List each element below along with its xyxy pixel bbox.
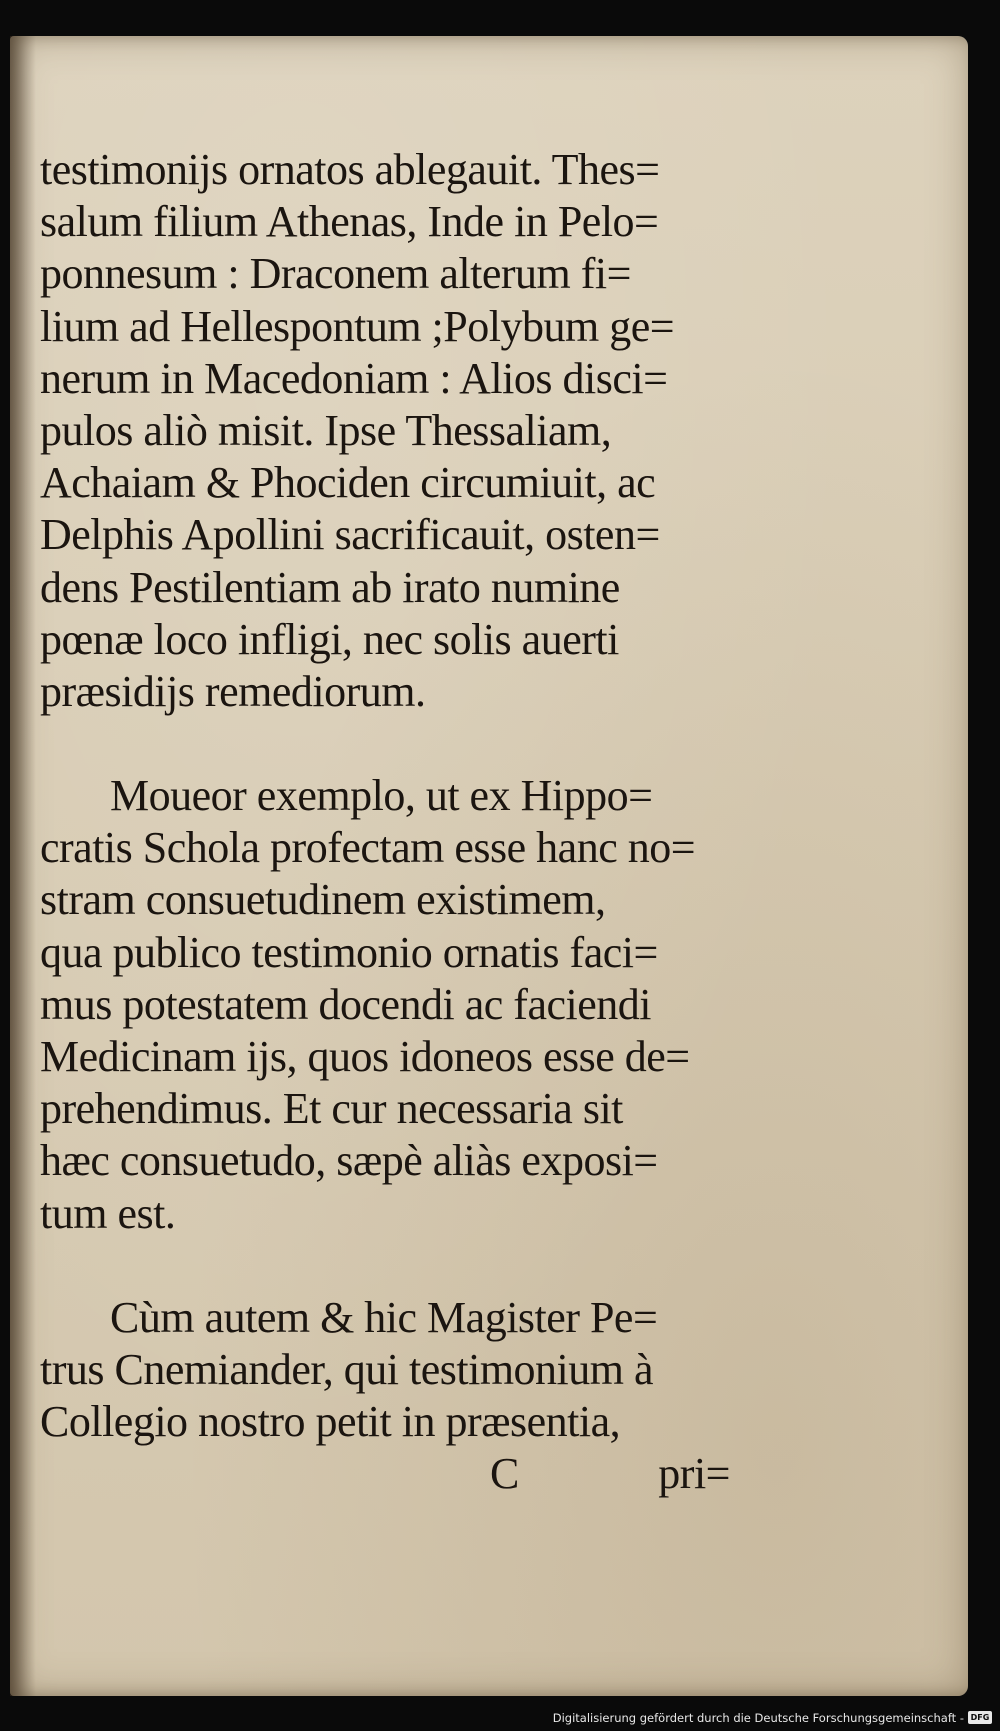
text-line: ponnesum : Draconem alterum fi=: [40, 249, 631, 299]
text-line: Achaiam & Phociden circumiuit, ac: [40, 458, 656, 508]
text-line: prehendimus. Et cur necessaria sit: [40, 1084, 623, 1134]
gutter-shadow: [10, 36, 36, 1696]
text-line: stram consuetudinem existimem,: [40, 875, 606, 925]
text-line: præsidijs remediorum.: [40, 666, 426, 716]
text-line: dens Pestilentiam ab irato numine: [40, 562, 620, 612]
text-line: salum filium Athenas, Inde in Pelo=: [40, 197, 659, 247]
signature-mark: C: [490, 1449, 519, 1499]
dfg-logo: DFG: [968, 1711, 992, 1724]
funding-credit: Digitalisierung gefördert durch die Deutsche Forschungsgemeinschaft -: [552, 1711, 964, 1725]
digitization-footer: [0, 1706, 1000, 1731]
text-line: qua publico testimonio ornatis faci=: [40, 927, 658, 977]
text-line: hæc consuetudo, sæpè aliàs exposi=: [40, 1136, 658, 1186]
paragraph-gap: [40, 718, 730, 770]
text-line: mus potestatem docendi ac faciendi: [40, 979, 651, 1029]
text-line: pœnæ loco infligi, nec solis auerti: [40, 614, 619, 664]
text-line: tum est.: [40, 1188, 176, 1238]
text-line: Medicinam ijs, quos idoneos esse de=: [40, 1032, 690, 1081]
text-line: nerum in Macedoniam : Alios disci=: [40, 353, 668, 403]
paragraph-first-line: Cùm autem & hic Magister Pe=: [110, 1292, 658, 1342]
page-text: [40, 144, 730, 1501]
catchword: pri=: [658, 1449, 730, 1499]
text-line: cratis Schola profectam esse hanc no=: [40, 823, 696, 873]
text-line: Delphis Apollini sacrificauit, osten=: [40, 510, 660, 560]
text-line: testimonijs ornatos ablegauit. Thes=: [40, 145, 660, 194]
text-line: lium ad Hellespontum ;Polybum ge=: [40, 301, 675, 351]
paragraph-first-line: Moueor exemplo, ut ex Hippo=: [110, 771, 653, 821]
text-line: Collegio nostro petit in præsentia,: [40, 1397, 621, 1447]
book-page: [10, 36, 968, 1696]
text-line: pulos aliò misit. Ipse Thessaliam,: [40, 405, 612, 455]
footer-line: [40, 1448, 730, 1500]
text-line: trus Cnemiander, qui testimonium à: [40, 1344, 654, 1394]
paragraph-gap: [40, 1240, 730, 1292]
